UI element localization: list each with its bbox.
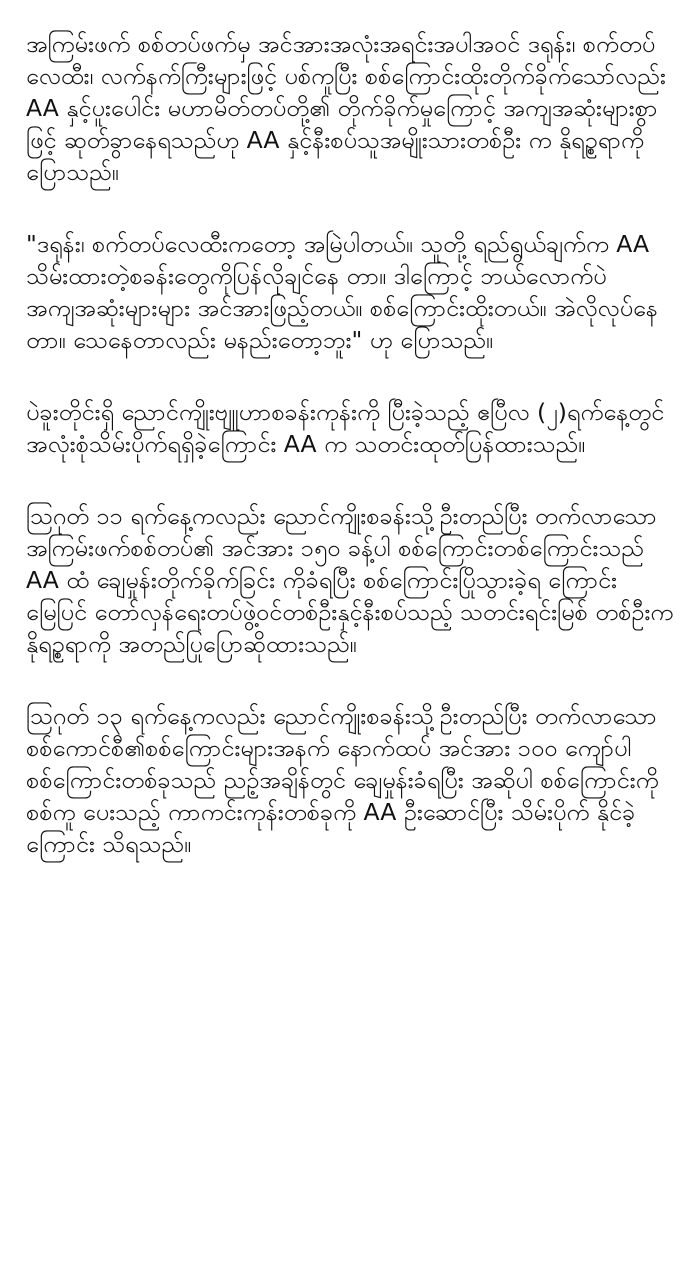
article-body <box>26 28 682 900</box>
paragraph-2: "ဒရုန်း၊ စက်တပ်လေထီးကတော့ အမြဲပါတယ်။ သူတို့ ရည်ရွယ်ချက်က AA သိမ်းထားတဲ့စခန်းတွေကိုပြန်လိုချင်နေ တာ။ ဒါကြောင့် ဘယ်လောက်ပဲအကျအဆုံးများများ အင်အားဖြည့်တယ်။ စစ်ကြောင်းထိုးတယ်။ အဲလိုလုပ်နေ တာ။ သေနေတာလည်း မနည်းတော့ဘူး" ဟု ပြောသည်။ <box>26 230 658 354</box>
paragraph-3: ပဲခူးတိုင်းရှိ ညောင်ကျိုးဗျူဟာစခန်းကုန်းကို ပြီးခဲ့သည့် ဧပြီလ (၂)ရက်နေ့တွင် အလုံးစုံသိမ်းပိုက်ရရှိခဲ့ကြောင်း AA က သတင်းထုတ်ပြန်ထားသည်။ <box>26 398 665 458</box>
paragraph-1: အကြမ်းဖက် စစ်တပ်ဖက်မှ အင်အားအလုံးအရင်းအပါအဝင် ဒရုန်း၊ စက်တပ် လေထီး၊ လက်နက်ကြီးများဖြင့် ပစ်ကူပြီး စစ်ကြောင်းထိုးတိုက်ခိုက်သော်လည်း AA နှင့်ပူးပေါင်း မဟာမိတ်တပ်တို့၏ တိုက်ခိုက်မှုကြောင့် အကျအဆုံးများစွာ ဖြင့် ဆုတ်ခွာနေရသည်ဟု AA နှင့်နီးစပ်သူအမျိုးသားတစ်ဦး က နိုရဉ္စရာကို ပြောသည်။ <box>26 30 666 186</box>
paragraph-5: ဩဂုတ် ၁၃ ရက်နေ့ကလည်း ညောင်ကျိုးစခန်းသို့ဦးတည်ပြီး တက်လာသော စစ်ကောင်စီ၏စစ်ကြောင်းများအနက် နောက်ထပ် အင်အား ၁၀၀ ကျော်ပါစစ်ကြောင်းတစ်ခုသည် ညဉ့်အချိန်တွင် ချေမှုန်းခံရပြီး အဆိုပါ စစ်ကြောင်းကို စစ်ကူ ပေးသည့် ကာကင်းကုန်းတစ်ခုကို AA ဦးဆောင်ပြီး သိမ်းပိုက် နိုင်ခဲ့ကြောင်း သိရသည်။ <box>26 702 659 858</box>
paragraph-4: ဩဂုတ် ၁၁ ရက်နေ့ကလည်း ညောင်ကျိုးစခန်းသို့ဦးတည်ပြီး တက်လာသော အကြမ်းဖက်စစ်တပ်၏ အင်အား ၁၅၀ ခန့်ပါ စစ်ကြောင်းတစ်ကြောင်းသည် AA ထံ ချေမှုန်းတိုက်ခိုက်ခြင်း ကိုခံရပြီး စစ်ကြောင်းပြိုသွားခဲ့ရ ကြောင်း မြေပြင် တော်လှန်ရေးတပ်ဖွဲ့ဝင်တစ်ဦးနှင့်နီးစပ်သည့် သတင်းရင်းမြစ် တစ်ဦးက နိုရဉ္စရာကို အတည်ပြုပြောဆိုထားသည်။ <box>26 502 674 658</box>
